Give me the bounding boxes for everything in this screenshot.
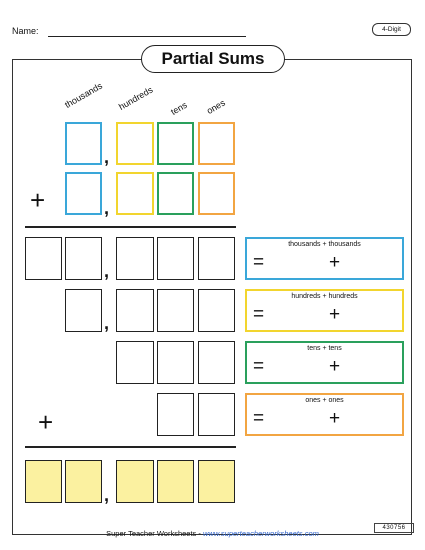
sum-line <box>25 226 236 228</box>
partial1-box-2[interactable] <box>65 237 102 280</box>
equation-label: tens + tens <box>307 345 342 352</box>
footer <box>0 529 425 538</box>
total-line <box>25 446 236 448</box>
answer-box-1[interactable] <box>25 460 62 503</box>
page-title: Partial Sums <box>141 45 285 73</box>
addend1-tens-box[interactable] <box>157 122 194 165</box>
level-badge: 4-Digit <box>372 23 411 36</box>
plus-sign: + <box>329 304 341 325</box>
name-label: Name: <box>12 26 39 36</box>
answer-box-5[interactable] <box>198 460 235 503</box>
worksheet-code: 430756 <box>374 523 414 533</box>
answer-box-4[interactable] <box>157 460 194 503</box>
plus-sign: + <box>329 356 341 377</box>
footer-link[interactable]: www.superteacherworksheets.com <box>202 529 319 538</box>
addend2-hundreds-box[interactable] <box>116 172 154 215</box>
partial2-box-3[interactable] <box>157 289 194 332</box>
column-label-ones: ones <box>205 97 227 116</box>
partial2-box-2[interactable] <box>116 289 154 332</box>
plus-sign: + <box>38 407 54 437</box>
comma: , <box>104 485 110 505</box>
partial2-box-4[interactable] <box>198 289 235 332</box>
column-label-thousands: thousands <box>63 80 104 110</box>
plus-sign: + <box>329 408 341 429</box>
equation-box-tens[interactable] <box>245 341 404 384</box>
partial4-box-1[interactable] <box>157 393 194 436</box>
partial2-box-1[interactable] <box>65 289 102 332</box>
comma: , <box>104 198 110 218</box>
addend1-ones-box[interactable] <box>198 122 235 165</box>
equals-sign: = <box>253 408 265 429</box>
partial4-box-2[interactable] <box>198 393 235 436</box>
answer-box-2[interactable] <box>65 460 102 503</box>
equation-box-ones[interactable] <box>245 393 404 436</box>
partial3-box-1[interactable] <box>116 341 154 384</box>
addend1-thousands-box[interactable] <box>65 122 102 165</box>
addend2-thousands-box[interactable] <box>65 172 102 215</box>
partial1-box-1[interactable] <box>25 237 62 280</box>
partial1-box-5[interactable] <box>198 237 235 280</box>
name-field[interactable] <box>48 36 246 37</box>
plus-sign: + <box>329 252 341 273</box>
equals-sign: = <box>253 252 265 273</box>
answer-box-3[interactable] <box>116 460 154 503</box>
footer-separator: - <box>196 529 203 538</box>
equation-box-thousands[interactable] <box>245 237 404 280</box>
equation-box-hundreds[interactable] <box>245 289 404 332</box>
partial1-box-3[interactable] <box>116 237 154 280</box>
partial3-box-2[interactable] <box>157 341 194 384</box>
comma: , <box>104 261 110 281</box>
addend1-hundreds-box[interactable] <box>116 122 154 165</box>
column-label-hundreds: hundreds <box>117 84 155 112</box>
equals-sign: = <box>253 304 265 325</box>
partial1-box-4[interactable] <box>157 237 194 280</box>
comma: , <box>104 147 110 167</box>
equation-label: hundreds + hundreds <box>291 293 358 300</box>
equals-sign: = <box>253 356 265 377</box>
plus-sign: + <box>30 185 46 215</box>
comma: , <box>104 313 110 333</box>
partial3-box-3[interactable] <box>198 341 235 384</box>
addend2-ones-box[interactable] <box>198 172 235 215</box>
equation-label: ones + ones <box>305 397 344 404</box>
column-label-tens: tens <box>169 99 189 117</box>
addend2-tens-box[interactable] <box>157 172 194 215</box>
footer-brand: Super Teacher Worksheets <box>106 529 197 538</box>
equation-label: thousands + thousands <box>288 241 361 248</box>
